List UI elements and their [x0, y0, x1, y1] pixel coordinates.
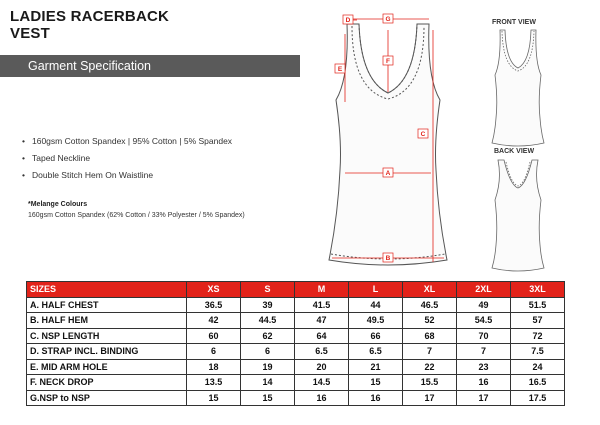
table-cell: 24	[511, 359, 565, 375]
header-3xl: 3XL	[511, 282, 565, 298]
table-cell: 19	[241, 359, 295, 375]
table-cell: 44.5	[241, 313, 295, 329]
marker-e: E	[337, 66, 343, 73]
header-m: M	[295, 282, 349, 298]
product-title-line1: LADIES RACERBACK	[10, 8, 170, 25]
table-cell: 21	[349, 359, 403, 375]
table-cell: 7.5	[511, 344, 565, 360]
table-cell: 15	[187, 390, 241, 406]
table-cell: 16	[457, 375, 511, 391]
table-cell: 6	[187, 344, 241, 360]
table-row	[27, 359, 565, 375]
table-cell: 23	[457, 359, 511, 375]
front-view-label: FRONT VIEW	[492, 19, 536, 26]
table-cell: 49.5	[349, 313, 403, 329]
table-cell: 16	[295, 390, 349, 406]
table-cell: 15	[241, 390, 295, 406]
table-cell: 6.5	[349, 344, 403, 360]
row-label: A. HALF CHEST	[27, 297, 187, 313]
table-cell: 17	[403, 390, 457, 406]
bullet-icon: •	[22, 136, 25, 146]
table-row	[27, 328, 565, 344]
table-cell: 49	[457, 297, 511, 313]
front-view-drawing	[492, 30, 544, 146]
bullet-icon: •	[22, 153, 25, 163]
table-cell: 15	[349, 375, 403, 391]
table-row	[27, 390, 565, 406]
row-label: C. NSP LENGTH	[27, 328, 187, 344]
table-cell: 47	[295, 313, 349, 329]
header-sizes: SIZES	[27, 282, 187, 298]
marker-d: D	[345, 17, 351, 24]
header-2xl: 2XL	[457, 282, 511, 298]
table-row	[27, 297, 565, 313]
table-row	[27, 313, 565, 329]
table-cell: 14	[241, 375, 295, 391]
table-cell: 17.5	[511, 390, 565, 406]
subtitle-text: Garment Specification	[28, 59, 151, 73]
table-cell: 18	[187, 359, 241, 375]
table-cell: 6	[241, 344, 295, 360]
back-view-drawing	[492, 160, 544, 271]
table-cell: 68	[403, 328, 457, 344]
product-title-line2: VEST	[10, 25, 50, 42]
feature-text: Taped Neckline	[32, 153, 91, 163]
table-cell: 15.5	[403, 375, 457, 391]
table-cell: 57	[511, 313, 565, 329]
table-row	[27, 375, 565, 391]
table-cell: 16	[349, 390, 403, 406]
row-label: E. MID ARM HOLE	[27, 359, 187, 375]
table-cell: 70	[457, 328, 511, 344]
table-header-row	[27, 282, 565, 298]
table-cell: 54.5	[457, 313, 511, 329]
header-xl: XL	[403, 282, 457, 298]
table-cell: 51.5	[511, 297, 565, 313]
table-cell: 6.5	[295, 344, 349, 360]
row-label: D. STRAP INCL. BINDING	[27, 344, 187, 360]
marker-g: G	[385, 16, 391, 23]
table-cell: 20	[295, 359, 349, 375]
table-cell: 14.5	[295, 375, 349, 391]
table-row	[27, 344, 565, 360]
table-cell: 72	[511, 328, 565, 344]
header-s: S	[241, 282, 295, 298]
table-cell: 52	[403, 313, 457, 329]
feature-text: Double Stitch Hem On Waistline	[32, 170, 154, 180]
table-cell: 7	[457, 344, 511, 360]
header-xs: XS	[187, 282, 241, 298]
marker-b: B	[385, 255, 391, 262]
table-cell: 16.5	[511, 375, 565, 391]
marker-c: C	[420, 131, 426, 138]
table-cell: 41.5	[295, 297, 349, 313]
melange-title: *Melange Colours	[28, 201, 88, 208]
table-cell: 44	[349, 297, 403, 313]
table-cell: 17	[457, 390, 511, 406]
table-cell: 64	[295, 328, 349, 344]
header-l: L	[349, 282, 403, 298]
row-label: G.NSP to NSP	[27, 390, 187, 406]
size-spec-table	[26, 281, 565, 406]
row-label: B. HALF HEM	[27, 313, 187, 329]
table-cell: 42	[187, 313, 241, 329]
table-cell: 7	[403, 344, 457, 360]
melange-text: 160gsm Cotton Spandex (62% Cotton / 33% Polyester / 5% Spandex)	[28, 212, 245, 219]
table-cell: 46.5	[403, 297, 457, 313]
feature-text: 160gsm Cotton Spandex | 95% Cotton | 5% Spandex	[32, 136, 233, 146]
back-view-label: BACK VIEW	[494, 148, 535, 155]
table-cell: 22	[403, 359, 457, 375]
table-cell: 13.5	[187, 375, 241, 391]
marker-a: A	[385, 170, 391, 177]
table-cell: 66	[349, 328, 403, 344]
table-cell: 62	[241, 328, 295, 344]
bullet-icon: •	[22, 170, 25, 180]
row-label: F. NECK DROP	[27, 375, 187, 391]
table-cell: 39	[241, 297, 295, 313]
table-cell: 60	[187, 328, 241, 344]
table-cell: 36.5	[187, 297, 241, 313]
marker-f: F	[386, 58, 390, 65]
